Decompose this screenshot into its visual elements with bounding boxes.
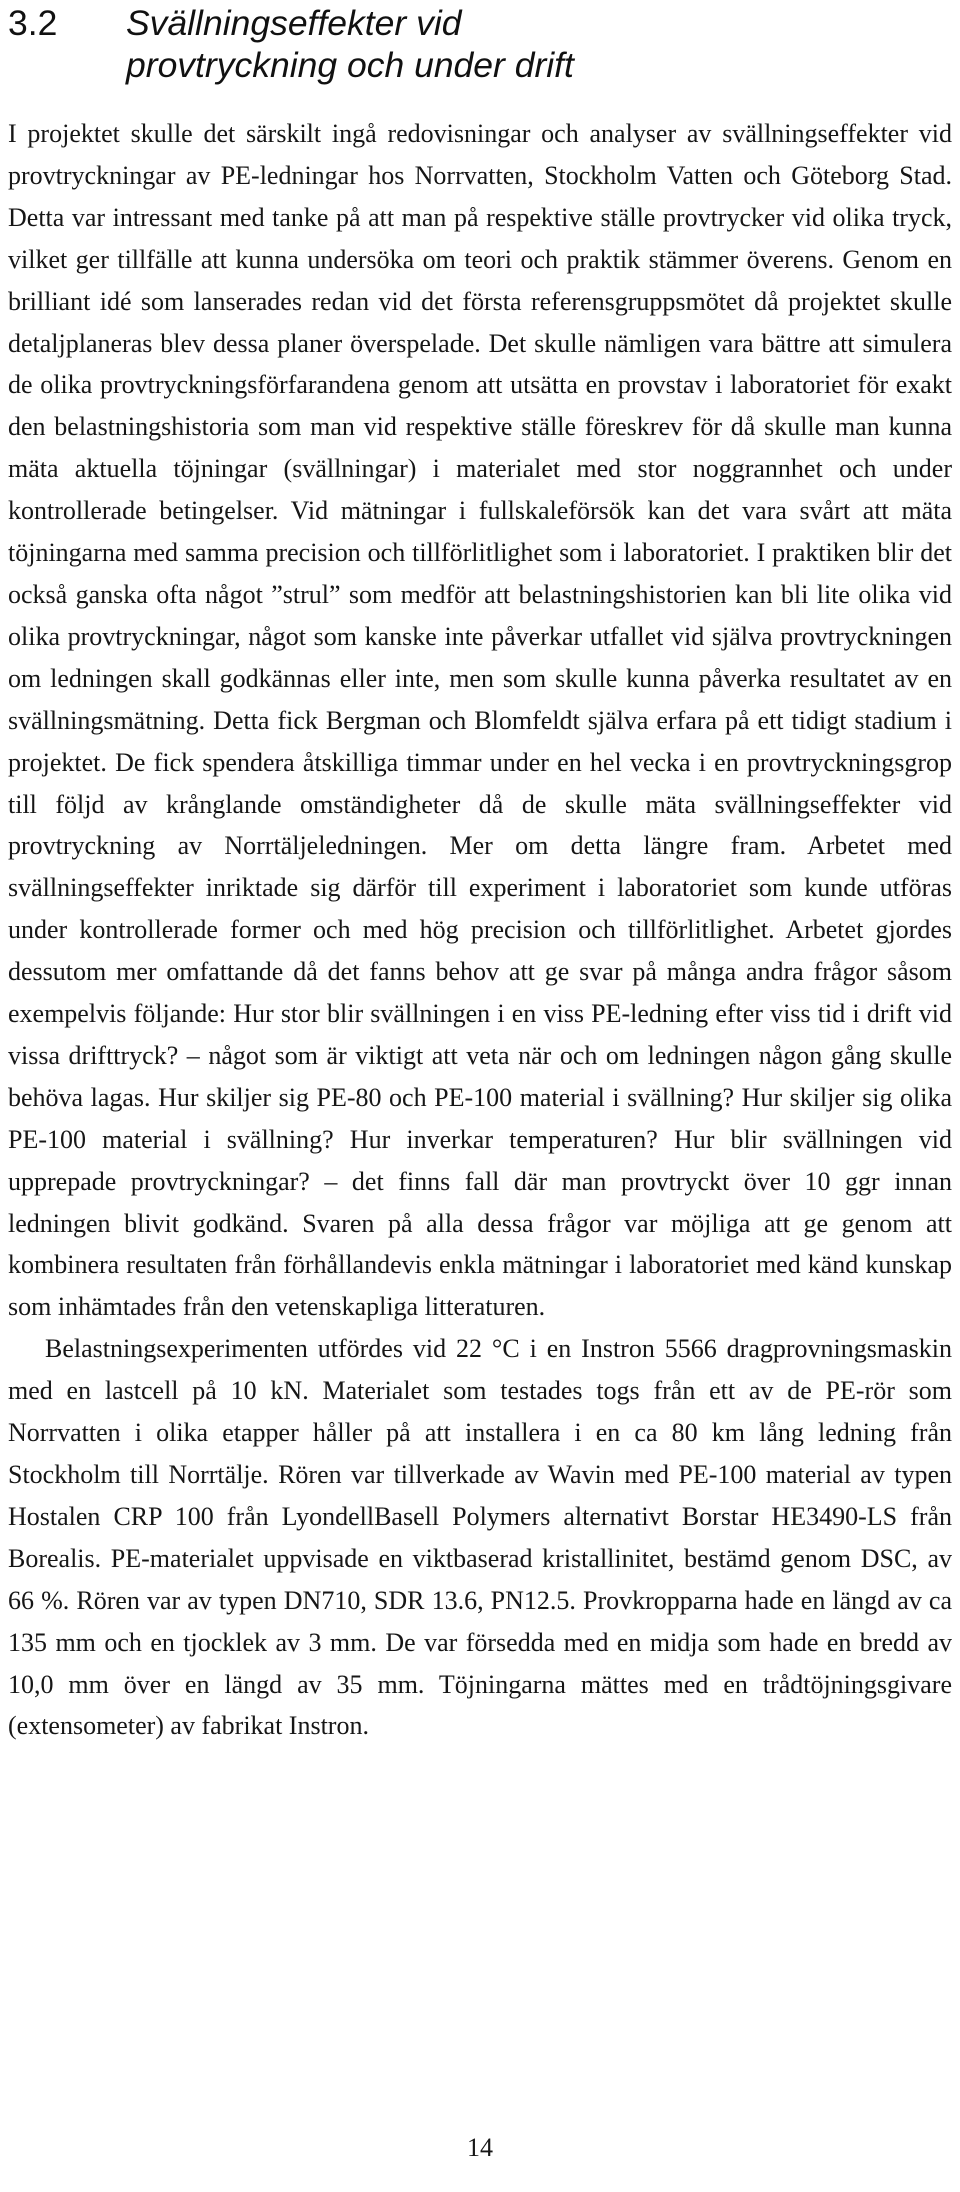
section-title-line-1: Svällningseffekter vid bbox=[126, 3, 462, 43]
paragraph-1: I projektet skulle det särskilt ingå redovisningar och analyser av svällningseffekter vid provtryckningar av PE-ledningar hos Norrvatten, Stockholm Vatten och Göteborg Stad. Detta var intressant med tanke på att man på respektive ställe provtrycker vid olika tryck, vilket ger tillfälle att kunna undersöka om teori och praktik stämmer överens. Genom en brilliant idé som lanserades redan vid det första referensgruppsmötet då projektet skulle detaljplaneras blev dessa planer överspelade. Det skulle nämligen vara bättre att simulera de olika provtryckningsförfarandena genom att utsätta en provstav i laboratoriet för exakt den belastningshistoria som man vid respektive ställe föreskrev för då skulle man kunna mäta aktuella töjningar (svällningar) i materialet med stor noggrannhet och under kontrollerade betingelser. Vid mätningar i fullskaleförsök kan det vara svårt att mäta töjningarna med samma precision och tillförlitlighet som i laboratoriet. I praktiken blir det också ganska ofta något ”strul” som medför att belastningshistorien kan bli lite olika vid olika provtryckningar, något som kanske inte påverkar utfallet vid själva provtryckningen om ledningen skall godkännas eller inte, men som skulle kunna påverka resultatet av en svällningsmätning. Detta fick Bergman och Blomfeldt själva erfara på ett tidigt stadium i projektet. De fick spendera åtskilliga timmar under en hel vecka i en provtryckningsgrop till följd av krånglande omständigheter då de skulle mäta svällningseffekter vid provtryckning av Norrtäljeledningen. Mer om detta längre fram. Arbetet med svällningseffekter inriktade sig därför till experiment i laboratoriet som kunde utföras under kontrollerade former och med hög precision och tillförlitlighet. Arbetet gjordes dessutom mer omfattande då det fanns behov att ge svar på många andra frågor såsom exempelvis följande: Hur stor blir svällningen i en viss PE-ledning efter viss tid i drift vid vissa drifttryck? – något som är viktigt att veta när och om ledningen någon gång skulle behöva lagas. Hur skiljer sig PE-80 och PE-100 material i svällning? Hur skiljer sig olika PE-100 material i svällning? Hur inverkar temperaturen? Hur blir svällningen vid upprepade provtryckningar? – det finns fall där man provtryckt över 10 ggr innan ledningen blivit godkänd. Svaren på alla dessa frågor var möjliga att ge genom att kombinera resultaten från förhållandevis enkla mätningar i laboratoriet med känd kunskap som inhämtades från den vetenskapliga litteraturen. bbox=[8, 119, 952, 1322]
section-number: 3.2 bbox=[8, 3, 58, 43]
section-heading bbox=[8, 0, 952, 86]
page-number: 14 bbox=[467, 2133, 493, 2162]
paragraph-2: Belastningsexperimenten utfördes vid 22 °C i en Instron 5566 dragprovningsmaskin med en lastcell på 10 kN. Materialet som testades togs från ett av de PE-rör som Norrvatten i olika etapper håller på att installera i en ca 80 km lång ledning från Stockholm till Norrtälje. Rören var tillverkade av Wavin med PE-100 material av typen Hostalen CRP 100 från LyondellBasell Polymers alternativt Borstar HE3490-LS från Borealis. PE-materialet uppvisade en viktbaserad kristallinitet, bestämd genom DSC, av 66 %. Rören var av typen DN710, SDR 13.6, PN12.5. Provkropparna hade en längd av ca 135 mm och en tjocklek av 3 mm. De var försedda med en midja som hade en bredd av 10,0 mm över en längd av 35 mm. Töjningarna mättes med en trådtöjningsgivare (extensometer) av fabrikat Instron. bbox=[8, 1334, 952, 1741]
section-title bbox=[126, 2, 746, 86]
section-title-line-2: provtryckning och under drift bbox=[126, 45, 574, 85]
